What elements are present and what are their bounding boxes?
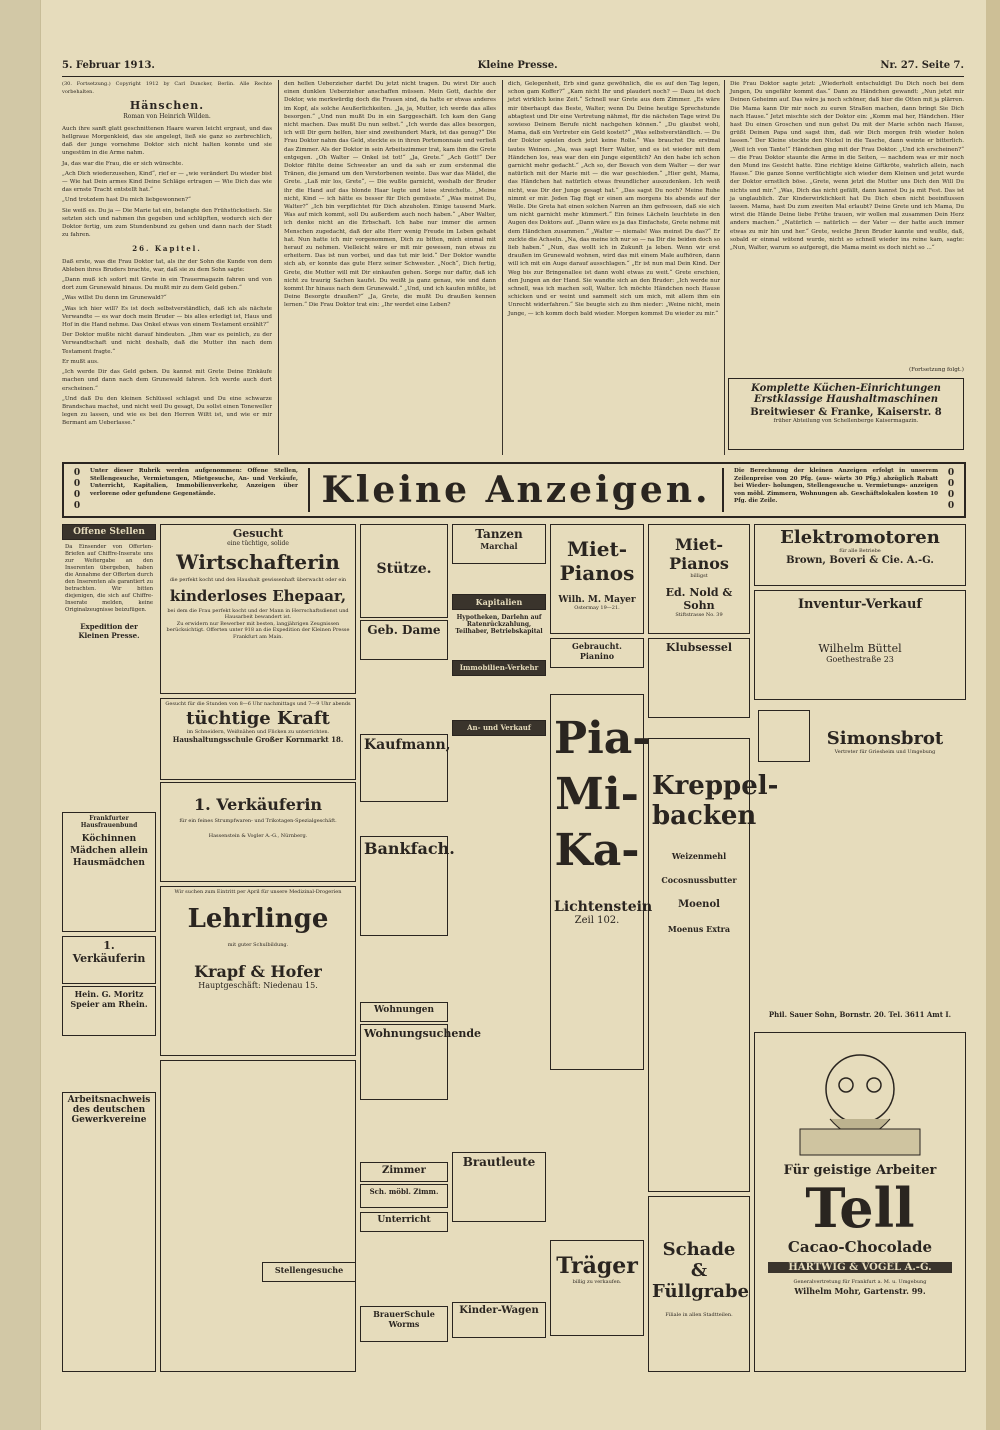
- inventur-title: Inventur-Verkauf: [797, 597, 923, 612]
- ehepaar-text: bei dem die Frau perfekt kocht und der Mann in Herrschaftsdienst und Hausarbeit bewandert ist.: [167, 607, 349, 620]
- novel-paragraph: Auch ihre sanft glatt geschnittenen Haare waren leicht ergraut, und das hellgraue Morgenkleid, das sie angelegt, ließ sie ganz so zerbrechlich, daß der junge vornehme Doktor sich nicht halten konnte und sie ungestüm in die Arme nahm.: [62, 125, 272, 157]
- nold-pianos-title: Miet-Pianos: [669, 535, 729, 573]
- mayer-address: Ostermay 19—21.: [574, 605, 620, 611]
- lichtenstein-address: Zeil 102.: [574, 915, 620, 926]
- banner-price-info: Die Berechnung der kleinen Anzeigen erfolgt in unserem Zeilenpreise von 20 Pfg. (aus- wärts 30 Pfg.) abzüglich Rabatt bei Wieder- holungen, Stellengesuche u. Vermietungs- anzeigen von möbl. Zimmern, Wohnungen ab. Geschäftslokalen kosten 10 Pfg. die Zeile.: [734, 468, 938, 505]
- ad-kinderwagen: [452, 1302, 546, 1338]
- ad-schade-fuellgrabe: [648, 1196, 750, 1372]
- nold-name: Ed. Nold & Sohn: [665, 585, 733, 612]
- kraft-text: im Schneidern, Weißnähen und Flicken zu unterrichten.: [186, 728, 330, 735]
- novel-paragraph: Der Doktor mußte nicht darauf hindeuten. „Ihm war es peinlich, zu der Verwandtschaft und nicht deshalb, daß die Mutter ihn nach dem Testament fragte.“: [62, 332, 272, 355]
- schade-note: Filiale in allen Stadtteilen.: [665, 1312, 733, 1318]
- moritz-name: Hein. G. Moritz Speier am Rhein.: [70, 989, 148, 1009]
- section-wohnungen: [360, 1002, 448, 1022]
- novel-paragraph: „Was willst Du denn im Grunewald?“: [62, 295, 167, 302]
- kaufmann-title: Kaufmann,: [364, 737, 451, 753]
- page-header: [62, 60, 964, 77]
- novel-paragraph: „Und daß Du den kleinen Schlüssel schlagst und Du eine schwarze Brandschau machst, und nicht weil Du gesagt, Du sollst einen Toneweller legen zu lassen, und wie es bei den Herren Wiltt ist, und wie er mir Bermant am Ueberlasse.“: [62, 395, 272, 427]
- ad-hypotheken: [452, 612, 546, 658]
- nold-address: Stiftstrasse No. 39: [675, 611, 723, 618]
- traeger-text: billig zu verkaufen.: [572, 1279, 622, 1285]
- novel-paragraph: dich, Gelegenheit, Erb sind ganz gewöhnlich, die es auf den Tag legen, schon gam Koffer?“ „Kam nicht Ihr und plaudert noch? — Dazu ist doch jetzt wirklich keine Zeit.“ Schnell war Grete aus dem Zimmer. „Es wäre mir überhaupt das Beste, Walter, wenn Du Deine heutige Sprechstunde abtagtest und Dir eine Vertretung nähmst, für die nächsten Tage wirst Du sowieso Deinem Berufe nicht nachgehen können.“ „Du glaubst wohl, Mama, daß ein Vertreter ein Geld kostet?“ „Was selbstverständlich. — Du der Doktor spielen doch jetzt keine Rolle.“ Was brauchst Du erstmal lautes Weinen. „Na, was sagt Herr Walter, und es ist wieder mit dem Händchen los, was war den ein Junge eigentlich? An den habe ich schon garnicht mehr gedacht.“ „Ach so, der Besuch von dem Walter — der war natürlich mit der Marie mit — die war geschieden.“ „Hier geht, Mama, das Händchen hat natürlich etwas freundlicher auszudenken. Ich weiß nicht, was Dir der Junge gesagt hat.“ „Das sagst Du noch? Meine Ruhe nimmt er mir. Jeden Tag fügt er einen am morgens bis abends auf der Welle. Die Greta hat einen solchen Narren an ihm gefressen, daß sie sich um nicht garnicht mehr kümmert.“ Ein feines Lächeln leuchtete in den Augen des Doktors auf. „Dann wäre es ja das Einfachste, Grete nehme mit dem Händchen zusammen.“ „Walter — niemals! Was meinst Du das?“ Er zuckte die Achseln. „Na, das meine ich nur so — na Dir die beiden doch so lieb haben.“ „Nun, das wollt ich in Zukunft ja leben. Wenn wir erst draußen im Grunewald wohnen, wird das mit einem Male aufhören, dann will ich mit ein Auge darauf ausschlagen.“ „Er ist nun mal Dein Kind. Der Weg bis zur Bringenallee ist dann wohl etwas zu weit.“ Grete erschien, den Jungen an der Hand. Sie wandte sich an den Bruder: „Ich werde nur schnell, was ich machen soll, Walter. Ich möchte Händchen noch Hause schicken und er weint und sammelt sich um mich, mit allem ihm ein Unrecht widerfahren.“ Sie beugte sich zu ihm nieder: „Weine nicht, mein Junge, — ich komm doch bald wieder. Morgen kommst Du wieder zu mir.“: [508, 81, 721, 317]
- hausfrauenbund-title: Frankfurter Hausfrauenbund: [80, 815, 138, 829]
- ad-wohnungsuchende: [360, 1024, 482, 1100]
- krapf-name: Krapf & Hofer: [194, 962, 322, 981]
- lichtenstein-name: Lichtenstein: [554, 899, 653, 915]
- elektro-sub: für alle Betriebe: [839, 548, 881, 554]
- ad-traeger: [550, 1240, 644, 1336]
- ehepaar-text-2: Zu erwidern nur Bewerber mit besten, langjährigen Zeugnissen berücksichtigt. Offerten unter 918 an die Expedition der Kleinen Presse Frankfurt am Main.: [166, 620, 350, 640]
- ad-gebraucht-pianino: [550, 638, 644, 668]
- ad-tuechtige-kraft: [160, 698, 356, 780]
- ad-tell-chocolade: [754, 1032, 966, 1372]
- novel-paragraph: Die Frau Doktor sagte jetzt: „Wiederholt entschuldigt Du Dich noch bei dem Jungen, Du ungefähr kommt das.“ Dann zu Händchen gewandt: „Nun jetzt mir Deinen Geheimn auf. Das wäre ja noch schöner, daß hier die Otten mit ja plärren. Die Mama kann Dir mir noch zu euren Straßen machen, dann bringt Sie Dich nach Hause.“ Jetzt mischte sich der Doktor ein: „Komm mal her, Händchen. Hier hast Du einen Groschen und nun gehst Du mit der Marie schön nach Hause, grüßt Deinen Papa und sagst ihm, daß wir Dich morgen früh wieder holen lassen.“ Der Kleine steckte den Nickel in die Tasche, dann weinte er bitterlich. „Weil ich von Tante!“ Händchen ging mit der Frau Doktor. „Und ich erscheinen?“ — die Frau Doktor staunte die Arme in die Seiten, — nachdem was er mir noch den Mund ins Gesicht hatte. Eine richtige kleine Giftkröte, wahrlich allein, nach Hause.“ Die ganze Sonne verflüchtigte sich wieder dem Kleinen und jetzt wurde der Doktor ernstlich böse. „Grete, wenn jetzt die Mutter uns Dich den Will Du nichts und mir.“ „Was, Dich das nicht gefällt, dann kannst Du ja mit Fest. Das ist ja unglaublich. Zur Kinderwirklichkeit hat Du Dich eben nicht beeinflussen lassen. Mama, hast Du zum zweiten Mal erlaubt? Deine Grete und ich Mama, Du wirst die Hände Deine liebe Frühe trauen, wir wollen mal zusammen Dein Herz anders machen.“ „Natürlich — natürlich — der Vater — der hatte auch immer etwas zu mir hin und her.“ Grete, welche Jhren Bruder kannte und wußte, daß, sobald er einmal wütend wurde, nicht so schnell wieder ins reine kam, sagte: „Nun, Walter, warum so aufgeregt, die Mama meint es doch nicht so ...“: [730, 81, 964, 252]
- novel-paragraph: „Ach Dich wiederzusehen, Kind“, rief er — „wie verändert Du wieder bist — Wie hat Dein armes Kind Deine Schläge ertragen — Wie Dich das wie das ernste Tracht entstellt hat.“: [62, 170, 272, 194]
- column-rule: [724, 80, 725, 455]
- chiffre-notice: [62, 542, 156, 810]
- novel-continuation: [730, 366, 964, 376]
- brautleute-title: Brautleute: [462, 1155, 536, 1169]
- piano-word-3: Ka-: [554, 825, 640, 876]
- marchal-name: Marchal: [480, 541, 518, 551]
- kleine-anzeigen-banner: [62, 462, 966, 518]
- nold-billigst: billigst: [690, 573, 708, 579]
- tell-brand: Tell: [805, 1176, 915, 1240]
- ad-brautleute: [452, 1152, 546, 1222]
- ad-kuechen-note: früher Abteilung von Schellenberge Kaisermagazin.: [773, 418, 919, 424]
- ad-kuechen-line2: Erstklassige Haushaltmaschinen: [754, 394, 938, 405]
- column-rule: [502, 80, 503, 455]
- ad-wirtschafterin: [160, 524, 356, 694]
- section-unterricht: [360, 1212, 448, 1232]
- ad-moebl: [360, 1184, 448, 1208]
- page-left-edge: [0, 0, 41, 1430]
- header-date: 5. Februar 1913.: [62, 60, 155, 71]
- ad-tanzen: [452, 524, 546, 564]
- wirt-sub: eine tüchtige, solide: [227, 540, 289, 547]
- kreppel-title-2: backen: [652, 801, 757, 831]
- tanzen-title: Tanzen: [475, 527, 523, 541]
- wohnungsuchende-title: Wohnungsuchende: [364, 1027, 482, 1040]
- section-offene-stellen: Offene Stellen: [62, 524, 156, 540]
- krapf-address: Hauptgeschäft: Niedenau 15.: [198, 981, 318, 990]
- hypotheken-text: Hypotheken, Darlehn auf Ratenrückzahlung, Teilhaber, Betriebskapital: [455, 614, 543, 635]
- chapter-heading: 26. Kapitel.: [132, 244, 202, 254]
- stellengesuche-title: Stellengesuche: [274, 1265, 344, 1275]
- wirt-gesucht: Gesucht: [232, 527, 284, 540]
- mayer-pianos-title: Miet-Pianos: [559, 537, 635, 585]
- mayer-name: Wilh. M. Mayer: [558, 595, 636, 605]
- brown-boveri: Brown, Boveri & Cie. A.-G.: [786, 554, 934, 566]
- section-stellengesuche: [262, 1262, 356, 1282]
- erste-verk-text: für ein feines Strumpfwaren- und Trikotagen-Spezialgeschäft.: [179, 818, 337, 824]
- ad-lichtenstein-pianos: [550, 694, 653, 1070]
- novel-column-2: [284, 80, 496, 455]
- ad-klubsessel: [648, 638, 750, 718]
- kraft-address: Haushaltungsschule Großer Kornmarkt 18.: [172, 735, 344, 744]
- ad-sauer: [754, 1008, 966, 1028]
- lehrlinge-sub: mit guter Schulbildung.: [227, 941, 289, 948]
- lehrlinge-title: Lehrlinge: [187, 903, 329, 934]
- column-rule: [278, 80, 279, 455]
- novel-paragraph: „Und trotzdem hast Du mich liebgewonnen?“: [62, 197, 191, 204]
- ad-bankfach: [360, 836, 455, 936]
- novel-subtitle: Roman von Heinrich Wilden.: [123, 112, 211, 120]
- novel-paragraph: Daß erste, was die Frau Doktor tat, als ihr der Sohn die Kunde von dem Ableben ihres Bruders brachte, war, daß sie zu dem Sohn sagte:: [62, 258, 272, 273]
- unterricht-title: Unterricht: [377, 1215, 431, 1225]
- ad-geb-dame: [360, 620, 448, 660]
- piano-word-2: Mi-: [555, 769, 639, 820]
- hartwig-vogel: HARTWIG & VOGEL A.-G.: [768, 1262, 952, 1273]
- novel-paragraph: Sie weiß es. Du ja — Die Marie tat ein, belangte den Frühstückstisch. Sie setzten sich und nahmen ihn gegeben und schlüpften, wodurch sich der Doktor fertig, um zum Stundenbund zu gehen und dann nach der Stadt zu fahren.: [62, 207, 272, 239]
- ad-kuechen-line1: Komplette Küchen-Einrichtungen: [751, 383, 941, 394]
- section-an-verkauf: An- und Verkauf: [452, 720, 546, 736]
- novel-paragraph: „Dann muß ich sofort mit Grete in ein Trauermagazin fahren und von dort zum Grunewald hinaus. Du mußt mir zu dem Geld geben.“: [62, 277, 272, 292]
- moebl-title: Sch. möbl. Zimm.: [369, 1187, 439, 1196]
- ad-hausfrauenbund: [62, 812, 156, 932]
- ad-brauerschule: [360, 1306, 448, 1342]
- simonsbrot-sub: Vertreter für Griesheim und Umgebung: [834, 749, 936, 755]
- wohnungen-title: Wohnungen: [373, 1005, 435, 1015]
- lehrlinge-intro: Wir suchen zum Eintritt per April für unsere Medizinal-Drogerien: [174, 889, 342, 895]
- traeger-title: Träger: [556, 1253, 638, 1279]
- gebraucht-title: Gebraucht. Pianino: [572, 641, 622, 661]
- page-right-edge: [986, 0, 1000, 1430]
- section-zimmer: [360, 1162, 448, 1182]
- chiffre-text: Da Einsender von Offerten-Briefen auf Chiffre-Inserate uns zur Weitergabe an den Inserenten übergeben, haben die Annahme der Offerten durch den Inserenten als garantiert zu betrachten. Wir bitten diejenigen, die sich auf Chiffre-Inserate melden, keine Originalzeugnisse beizufügen.: [65, 544, 153, 613]
- ad-gewerkvereine: [62, 1092, 156, 1372]
- mohr-line-2: Wilhelm Mohr, Gartenstr. 99.: [794, 1285, 926, 1296]
- ad-kuechen-einrichtungen: [728, 378, 964, 450]
- moenus-label: Moenus Extra: [667, 924, 731, 934]
- ad-miet-pianos-nold: [648, 524, 750, 634]
- expedition-label: Expedition der Kleinen Presse.: [78, 622, 140, 640]
- banner-ornament-right: 0 0 0 0: [947, 468, 955, 511]
- ad-verkaeuferin-1: [62, 936, 156, 984]
- moenol-label: Moenol: [678, 899, 720, 910]
- novel-intro: (30. Fortsetzung.) Copyright 1912 by Carl Duncker, Berlin. Alle Rechte vorbehalten.: [62, 81, 272, 96]
- kraft-intro: Gesucht für die Stunden von 8—6 Uhr nachmittags und 7—9 Uhr abends: [165, 701, 351, 707]
- gewerkvereine-title: Arbeitsnachweis des deutschen Gewerkvereine: [67, 1095, 151, 1125]
- banner-title: Kleine Anzeigen.: [308, 468, 724, 512]
- banner-rubric-info: Unter dieser Rubrik werden aufgenommen: Offene Stellen, Stellengesuche, Vermietungen, Mietgesuche, An- und Verkäufe, Unterricht, Kapitalien, Immobilienverkehr, Anzeigen über verlorene oder gefundene Gegenstände.: [90, 468, 298, 497]
- stutze-title: Stütze.: [376, 561, 432, 577]
- header-paper: Kleine Presse.: [477, 60, 558, 71]
- novel-column-3: [508, 80, 720, 455]
- zimmer-title: Zimmer: [382, 1165, 426, 1176]
- cocosnuss-label: Cocosnussbutter: [661, 875, 737, 885]
- ad-group-lehrung: [160, 1060, 356, 1372]
- kreppel-title-1: Kreppel-: [652, 771, 779, 801]
- novel-paragraph: Ja, das war die Frau, die er sich wünschte.: [62, 160, 184, 167]
- schade-title-1: Schade &: [662, 1239, 736, 1281]
- wirt-title: Wirtschafterin: [176, 550, 340, 574]
- reader-illustration-icon: [760, 1039, 960, 1159]
- ad-miet-pianos-mayer: [550, 524, 644, 634]
- section-immobilien: Immobilien-Verkehr: [452, 660, 546, 676]
- ad-kuechen-company: Breitwieser & Franke, Kaiserstr. 8: [750, 407, 942, 418]
- novel-paragraph: den hellen Ueberzieher darfst Du jetzt nicht tragen. Du wirst Dir auch einen dunklen Ueberzieher anschaffen müssen. Mein Gott, dachte der Doktor, wie merkwürdig doch die Frauen sind, da hatte er etwas anderes im Kopf, als solche Aeußerlichkeiten. „Ja, ja, Mutter, ich werde das alles besorgen.“ „Und nun mußt Du in ein Sarggeschäft. Ich kam den Gang nicht machen. Das mußt Du nun selbst.“ „Ich werde das alles besorgen, ich will Dir gern helfen, hier sind zweihundert Mark, ist das genug?“ Die Frau Doktor nahm das Geld, steckte es in ihren Portemonnaie und verließ das Zimmer. Als der Doktor in sein Arbeitszimmer trat, kam ihm die Grete entgegen. „Oh Walter — Onkel ist tot!“ „Ja, Grete.“ „Ach Gott!“ Der Doktor fühlte deine Schwester an und da sah er zum erstenmal die Tränen, die jemand um den Verstorbenen weinte. Das war das Mädel, die Grete. „Laß mir los, Grete“, — Die wußte garnicht, weshalb der Bruder ihr die Hand auf das blonde Haar legte und leise streichelte. „Meine nicht, Kind — ich hätte es besser für Dich gemüsste.“ „Was meinst Du, Walter?“ „Ich bin verpflichtet für Dich abzuholen. Einige tausend Mark. Was auf mich kommt, soll Du außerdem auch noch haben.“ „Aber Walter, ich denke nicht an die Erbschaft. Ich habe nur immer die armen Menschen zugedacht, daß der alte Herr wenig Freude im Leben gehabt hat. Nun hatte ich mir vorgenommen, Dich zu bitten, mich einmal mit herauf zu nehmen. Vielleicht wäre er mit mir gewesen, nun etwas zu erheitern. Das ist nun vorbei, und das tut mir leid.“ Der Doktor wandte sich ab, er konnte das gute Herz seiner Schwester. „Noch“, Dich fertig, Grete, die Mutter will mit Dir einkaufen gehen. Sorge nur dafür, daß ich nicht zu traurig Sachen kaufst. Du weißt ja ganz genau, wie und dann kommt Ihr hinaus nach dem Grunewald.“ „Und, und ich kaufen müßte, ist Deine Besorgte draußen?“ „Ja, Grete, die mußt Du draußen kennen lernen.“ Die Frau Doktor trat ein: „Ihr werdet eine Leben?: [284, 81, 496, 309]
- schade-title-2: Füllgrabe: [652, 1281, 749, 1302]
- kraft-title: tüchtige Kraft: [186, 707, 330, 729]
- buttel-name: Wilhelm Büttel: [818, 642, 902, 655]
- ad-inventur-verkauf: [754, 590, 966, 700]
- novel-paragraph: „Ich werde Dir das Geld geben. Du kannst mit Grete Deine Einkäufe machen und dann nach dem Grunewald fahren. Ich werde auch dort erscheinen.“: [62, 369, 272, 392]
- simonsbrot-title: Simonsbrot: [826, 728, 944, 749]
- brauerschule-title: BrauerSchule Worms: [373, 1309, 435, 1329]
- section-kapitalien: Kapitalien: [452, 594, 546, 610]
- sauer-name: Phil. Sauer Sohn, Bornstr. 20. Tel. 3611 Amt I.: [768, 1010, 952, 1019]
- header-page: Nr. 27. Seite 7.: [880, 60, 964, 71]
- klubsessel-title: Klubsessel: [665, 641, 733, 654]
- novel-column-4: [730, 80, 964, 372]
- buttel-address: Goethestraße 23: [826, 655, 894, 664]
- ad-simonsbrot: [754, 704, 966, 776]
- piano-word-1: Pia-: [554, 713, 651, 764]
- ehepaar-title: kinderloses Ehepaar,: [169, 586, 347, 605]
- verkaeuferin-title: 1. Verkäuferin: [72, 939, 146, 965]
- tell-product: Cacao-Chocolade: [787, 1238, 933, 1256]
- ad-erste-verkaeuferin: [160, 782, 356, 882]
- kinderwagen-title: Kinder-Wagen: [459, 1305, 539, 1316]
- elektro-title: Elektromotoren: [780, 527, 940, 548]
- mohr-line-1: Generalvertretung für Frankfurt a. M. u. Umgebung: [793, 1279, 927, 1285]
- ad-kreppel-backen: [648, 738, 779, 1192]
- novel-paragraph: Er mußt aus.: [62, 358, 99, 365]
- ad-stutze: [360, 524, 448, 618]
- wirt-text: die perfekt kocht und den Haushalt gewissenhaft überwacht oder ein: [169, 577, 347, 583]
- novel-column-1: [62, 80, 272, 455]
- novel-title: Hänschen.: [129, 99, 205, 113]
- bankfach-title: Bankfach.: [364, 839, 455, 858]
- ad-kaufmann: [360, 734, 451, 802]
- novel-paragraph: „Was ich hier will? Es ist doch selbstverständlich, daß ich als nächste Verwandte — es war doch mein Bruder — bis alles erledigt ist, Haus und Hof in die Hand nehme. Das Onkel etwas von einem Testament erzählt?“: [62, 305, 272, 329]
- hausfrauenbund-jobs: Köchinnen Mädchen allein Hausmädchen: [70, 834, 148, 868]
- ad-lehrlinge: [160, 886, 356, 1056]
- simons-logo-icon: [758, 710, 810, 762]
- geb-dame-title: Geb. Dame: [367, 623, 441, 637]
- erste-verk-title: 1. Verkäuferin: [193, 795, 323, 814]
- weizenmehl-label: Weizenmehl: [671, 851, 727, 861]
- banner-ornament-left: 0 0 0 0: [73, 468, 81, 511]
- tell-tagline: Für geistige Arbeiter: [783, 1163, 937, 1178]
- ad-moritz: [62, 986, 156, 1036]
- ad-elektromotoren: [754, 524, 966, 586]
- continued-note: (Fortsetzung folgt.): [908, 367, 964, 373]
- erste-verk-company: Hassenstein & Vogler A.-G., Nürnberg.: [208, 832, 308, 839]
